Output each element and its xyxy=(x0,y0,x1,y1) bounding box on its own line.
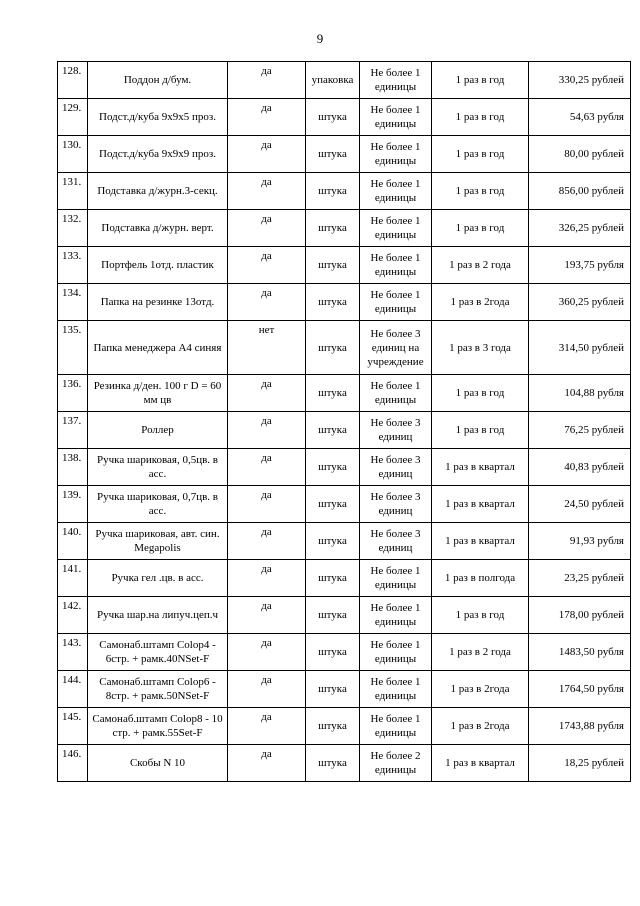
row-number: 145. xyxy=(58,708,88,745)
item-price: 18,25 рублей xyxy=(529,745,631,782)
item-frequency: 1 раз в год xyxy=(432,412,529,449)
item-flag: да xyxy=(228,708,306,745)
item-frequency: 1 раз в полгода xyxy=(432,560,529,597)
item-price: 193,75 рубля xyxy=(529,247,631,284)
item-frequency: 1 раз в 3 года xyxy=(432,321,529,375)
row-number: 138. xyxy=(58,449,88,486)
item-unit: штука xyxy=(306,210,360,247)
item-flag: да xyxy=(228,486,306,523)
item-flag: да xyxy=(228,671,306,708)
row-number: 139. xyxy=(58,486,88,523)
item-unit: штука xyxy=(306,136,360,173)
item-name: Самонаб.штамп Colop8 - 10 стр. + рамк.55Set-F xyxy=(88,708,228,745)
item-limit: Не более 1 единицы xyxy=(360,634,432,671)
item-price: 104,88 рубля xyxy=(529,375,631,412)
row-number: 132. xyxy=(58,210,88,247)
item-frequency: 1 раз в год xyxy=(432,375,529,412)
item-flag: да xyxy=(228,375,306,412)
row-number: 137. xyxy=(58,412,88,449)
item-limit: Не более 2 единицы xyxy=(360,745,432,782)
item-name: Роллер xyxy=(88,412,228,449)
item-limit: Не более 1 единицы xyxy=(360,560,432,597)
item-name: Портфель 1отд. пластик xyxy=(88,247,228,284)
item-price: 40,83 рублей xyxy=(529,449,631,486)
table-row xyxy=(58,136,631,173)
item-price: 23,25 рублей xyxy=(529,560,631,597)
table-row xyxy=(58,560,631,597)
item-unit: штука xyxy=(306,173,360,210)
item-flag: нет xyxy=(228,321,306,375)
table-row xyxy=(58,210,631,247)
row-number: 131. xyxy=(58,173,88,210)
row-number: 146. xyxy=(58,745,88,782)
item-frequency: 1 раз в 2 года xyxy=(432,247,529,284)
item-flag: да xyxy=(228,247,306,284)
item-name: Подставка д/журн.3-секц. xyxy=(88,173,228,210)
supplies-table xyxy=(57,61,631,782)
row-number: 128. xyxy=(58,62,88,99)
item-limit: Не более 1 единицы xyxy=(360,247,432,284)
item-flag: да xyxy=(228,523,306,560)
item-name: Самонаб.штамп Colop4 - 6стр. + рамк.40NSet-F xyxy=(88,634,228,671)
row-number: 129. xyxy=(58,99,88,136)
table-row xyxy=(58,597,631,634)
item-frequency: 1 раз в 2года xyxy=(432,671,529,708)
item-flag: да xyxy=(228,99,306,136)
table-row xyxy=(58,412,631,449)
item-flag: да xyxy=(228,597,306,634)
item-name: Поддон д/бум. xyxy=(88,62,228,99)
item-name: Папка менеджера А4 синяя xyxy=(88,321,228,375)
item-limit: Не более 1 единицы xyxy=(360,136,432,173)
item-price: 314,50 рублей xyxy=(529,321,631,375)
item-price: 856,00 рублей xyxy=(529,173,631,210)
item-unit: штука xyxy=(306,449,360,486)
item-limit: Не более 1 единицы xyxy=(360,375,432,412)
item-unit: штука xyxy=(306,708,360,745)
row-number: 142. xyxy=(58,597,88,634)
table-row xyxy=(58,708,631,745)
table-row xyxy=(58,671,631,708)
item-flag: да xyxy=(228,634,306,671)
item-flag: да xyxy=(228,560,306,597)
item-frequency: 1 раз в квартал xyxy=(432,486,529,523)
item-price: 178,00 рублей xyxy=(529,597,631,634)
item-unit: штука xyxy=(306,523,360,560)
item-name: Подст.д/куба 9х9х5 проз. xyxy=(88,99,228,136)
row-number: 143. xyxy=(58,634,88,671)
item-frequency: 1 раз в 2 года xyxy=(432,634,529,671)
table-row xyxy=(58,449,631,486)
item-frequency: 1 раз в год xyxy=(432,173,529,210)
item-frequency: 1 раз в год xyxy=(432,210,529,247)
item-unit: штука xyxy=(306,597,360,634)
item-flag: да xyxy=(228,62,306,99)
item-frequency: 1 раз в квартал xyxy=(432,449,529,486)
row-number: 144. xyxy=(58,671,88,708)
row-number: 134. xyxy=(58,284,88,321)
item-name: Ручка шар.на липуч.цеп.ч xyxy=(88,597,228,634)
page-number: 9 xyxy=(316,31,324,46)
item-limit: Не более 1 единицы xyxy=(360,708,432,745)
item-limit: Не более 1 единицы xyxy=(360,99,432,136)
item-name: Подст.д/куба 9х9х9 проз. xyxy=(88,136,228,173)
item-unit: упаковка xyxy=(306,62,360,99)
item-frequency: 1 раз в квартал xyxy=(432,523,529,560)
table-body xyxy=(58,62,631,782)
item-price: 91,93 рубля xyxy=(529,523,631,560)
row-number: 140. xyxy=(58,523,88,560)
item-flag: да xyxy=(228,449,306,486)
item-unit: штука xyxy=(306,486,360,523)
item-frequency: 1 раз в год xyxy=(432,136,529,173)
table-row xyxy=(58,523,631,560)
item-flag: да xyxy=(228,745,306,782)
row-number: 141. xyxy=(58,560,88,597)
table-row xyxy=(58,173,631,210)
item-name: Скобы N 10 xyxy=(88,745,228,782)
item-flag: да xyxy=(228,210,306,247)
item-flag: да xyxy=(228,412,306,449)
row-number: 136. xyxy=(58,375,88,412)
table-row xyxy=(58,62,631,99)
item-unit: штука xyxy=(306,412,360,449)
table-row xyxy=(58,634,631,671)
table-row xyxy=(58,99,631,136)
item-frequency: 1 раз в год xyxy=(432,597,529,634)
table-row xyxy=(58,375,631,412)
item-name: Ручка шариковая, авт. син. Megapolis xyxy=(88,523,228,560)
item-unit: штука xyxy=(306,745,360,782)
item-name: Подставка д/журн. верт. xyxy=(88,210,228,247)
item-limit: Не более 1 единицы xyxy=(360,173,432,210)
table-row xyxy=(58,284,631,321)
item-frequency: 1 раз в год xyxy=(432,99,529,136)
item-frequency: 1 раз в 2года xyxy=(432,284,529,321)
table-row xyxy=(58,247,631,284)
item-price: 24,50 рублей xyxy=(529,486,631,523)
item-name: Папка на резинке 13отд. xyxy=(88,284,228,321)
row-number: 135. xyxy=(58,321,88,375)
item-name: Ручка гел .цв. в асс. xyxy=(88,560,228,597)
item-unit: штука xyxy=(306,634,360,671)
table-row xyxy=(58,745,631,782)
item-price: 76,25 рублей xyxy=(529,412,631,449)
item-flag: да xyxy=(228,136,306,173)
item-unit: штука xyxy=(306,560,360,597)
item-name: Ручка шариковая, 0,7цв. в асс. xyxy=(88,486,228,523)
item-unit: штука xyxy=(306,671,360,708)
item-limit: Не более 3 единиц xyxy=(360,523,432,560)
item-frequency: 1 раз в 2года xyxy=(432,708,529,745)
item-limit: Не более 1 единицы xyxy=(360,597,432,634)
item-frequency: 1 раз в год xyxy=(432,62,529,99)
item-limit: Не более 1 единицы xyxy=(360,284,432,321)
item-price: 80,00 рублей xyxy=(529,136,631,173)
item-limit: Не более 1 единицы xyxy=(360,62,432,99)
row-number: 133. xyxy=(58,247,88,284)
item-flag: да xyxy=(228,284,306,321)
item-price: 1483,50 рубля xyxy=(529,634,631,671)
item-price: 1743,88 рубля xyxy=(529,708,631,745)
item-flag: да xyxy=(228,173,306,210)
table-row xyxy=(58,486,631,523)
item-price: 326,25 рублей xyxy=(529,210,631,247)
item-name: Ручка шариковая, 0,5цв. в асс. xyxy=(88,449,228,486)
row-number: 130. xyxy=(58,136,88,173)
item-frequency: 1 раз в квартал xyxy=(432,745,529,782)
item-price: 360,25 рублей xyxy=(529,284,631,321)
item-price: 54,63 рубля xyxy=(529,99,631,136)
item-unit: штука xyxy=(306,99,360,136)
item-limit: Не более 3 единиц xyxy=(360,486,432,523)
item-unit: штука xyxy=(306,375,360,412)
item-limit: Не более 1 единицы xyxy=(360,671,432,708)
item-limit: Не более 1 единицы xyxy=(360,210,432,247)
item-unit: штука xyxy=(306,284,360,321)
item-name: Самонаб.штамп Colop6 - 8стр. + рамк.50NSet-F xyxy=(88,671,228,708)
item-limit: Не более 3 единиц xyxy=(360,449,432,486)
item-price: 1764,50 рубля xyxy=(529,671,631,708)
item-limit: Не более 3 единиц на учреждение xyxy=(360,321,432,375)
item-name: Резинка д/ден. 100 г D = 60 мм цв xyxy=(88,375,228,412)
item-price: 330,25 рублей xyxy=(529,62,631,99)
table-row xyxy=(58,321,631,375)
item-unit: штука xyxy=(306,247,360,284)
item-limit: Не более 3 единиц xyxy=(360,412,432,449)
item-unit: штука xyxy=(306,321,360,375)
